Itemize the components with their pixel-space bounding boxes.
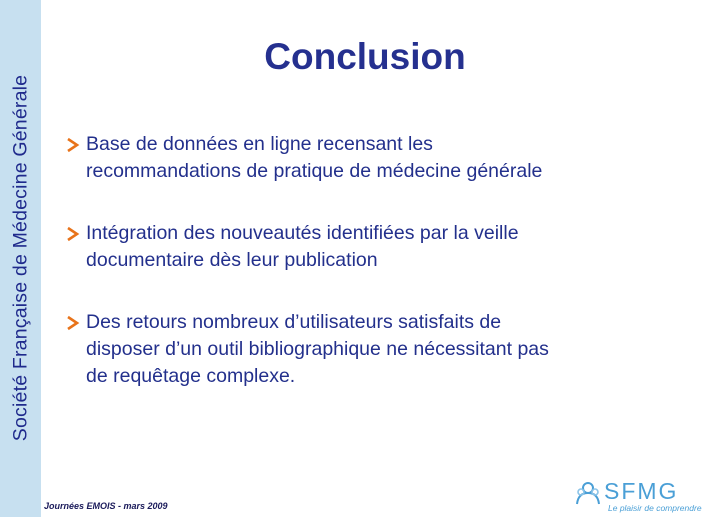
bullet-item <box>64 309 664 390</box>
bullet-text <box>86 309 664 390</box>
bullet-line: disposer d’un outil bibliographique ne nécessitant pas <box>86 338 549 360</box>
logo-name: SFMG <box>604 478 679 504</box>
bullet-text <box>86 220 664 274</box>
bullet-list <box>64 131 664 425</box>
bullet-line: Base de données en ligne recensant les <box>86 133 433 155</box>
sidebar-organization-label: Société Française de Médecine Générale <box>9 74 32 442</box>
logo-tagline: Le plaisir de comprendre <box>608 503 702 513</box>
arrow-right-icon <box>64 131 86 158</box>
sfmg-logo <box>574 478 702 514</box>
footer-event-label: Journées EMOIS - mars 2009 <box>44 501 168 511</box>
bullet-text <box>86 131 664 185</box>
bullet-line: Intégration des nouveautés identifiées par la veille <box>86 222 519 244</box>
slide-title: Conclusion <box>264 36 466 77</box>
bullet-line: de requêtage complexe. <box>86 365 296 387</box>
bullet-line: documentaire dès leur publication <box>86 249 378 271</box>
sidebar-band <box>0 0 41 517</box>
sfmg-logo-icon <box>574 480 602 511</box>
bullet-line: recommandations de pratique de médecine générale <box>86 160 543 182</box>
arrow-right-icon <box>64 309 86 336</box>
arrow-right-icon <box>64 220 86 247</box>
bullet-line: Des retours nombreux d’utilisateurs satisfaits de <box>86 311 502 333</box>
bullet-item <box>64 220 664 274</box>
bullet-item <box>64 131 664 185</box>
